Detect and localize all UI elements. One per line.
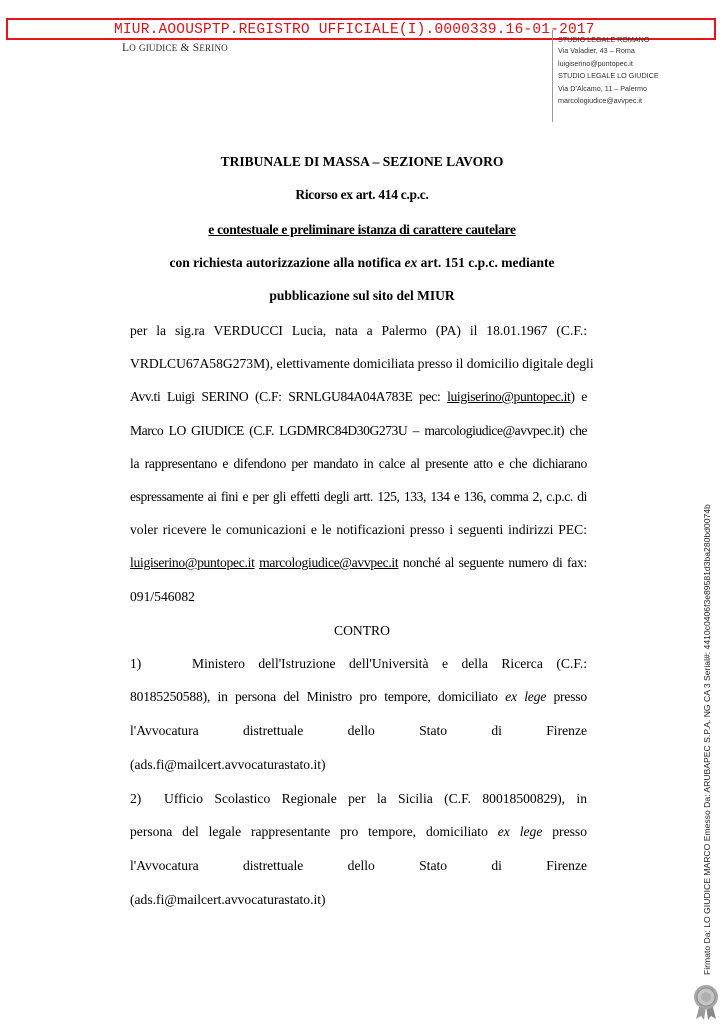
party-word: distrettuale — [242, 723, 304, 738]
party-word: di — [491, 858, 502, 873]
body-line — [130, 555, 587, 571]
digital-signature-text: Firmato Da: LO GIUDICE MARCO Emesso Da: ARUBAPEC S.P.A. NG CA 3 Serial#: 4410c0406f3e89581d3ba280bd0074b — [702, 504, 712, 975]
body-text: nonché al seguente numero di fax: — [398, 555, 587, 570]
body-text: ) e — [570, 389, 587, 404]
party-line — [130, 824, 587, 840]
letterhead-line: STUDIO LEGALE LO GIUDICE — [558, 71, 659, 80]
firm-rest-erino: ERINO — [199, 43, 228, 53]
party-text: persona del legale rappresentante pro tempore, domiciliato — [130, 824, 498, 839]
party-ex-lege: ex lege — [497, 824, 543, 839]
body-line: Marco LO GIUDICE (C.F. LGDMRC84D30G273U – marcologiudice@avvpec.it) che — [130, 423, 587, 438]
party-line — [130, 689, 587, 705]
party-email: (ads.fi@mailcert.avvocaturastato.it) — [130, 757, 326, 772]
firm-initial-l: L — [122, 42, 130, 54]
party-number: 2) — [130, 791, 142, 806]
body-line: VRDLCU67A58G273M), elettivamente domiciliata presso il domicilio digitale degli — [130, 356, 594, 371]
pec-link-serino[interactable]: luigiserino@puntopec.it — [130, 555, 255, 570]
ricorso-title: Ricorso ex art. 414 c.p.c. — [295, 187, 429, 202]
party-line — [130, 723, 587, 739]
party-text: presso — [542, 824, 587, 839]
body-line: per la sig.ra VERDUCCI Lucia, nata a Palermo (PA) il 18.01.1967 (C.F.: — [130, 323, 587, 338]
party-email: (ads.fi@mailcert.avvocaturastato.it) — [130, 892, 326, 907]
party-word: Firenze — [546, 858, 588, 873]
party-number: 1) — [130, 656, 142, 671]
court-title: TRIBUNALE DI MASSA – SEZIONE LAVORO — [220, 154, 504, 169]
body-line: espressamente ai fini e per gli effetti degli artt. 125, 133, 134 e 136, comma 2, c.p.c. di — [130, 489, 587, 504]
firm-name — [122, 42, 228, 54]
firm-word-giudice: GIUDICE — [139, 43, 178, 53]
party-word: di — [491, 723, 502, 738]
body-line: la rappresentano e difendono per mandato in calce al presente atto e che dichiarano — [130, 456, 587, 471]
party-line — [130, 858, 587, 874]
body-line — [130, 389, 587, 405]
letterhead-line: Via Valadier, 43 – Roma — [558, 46, 635, 55]
party-word: Stato — [419, 723, 448, 738]
seal-icon — [690, 984, 722, 1020]
party-word: Firenze — [546, 723, 588, 738]
richiesta-ex: ex — [404, 255, 418, 270]
protocol-stamp-text: MIUR.AOOUSPTP.REGISTRO UFFICIALE(I).0000339.16-01-2017 — [114, 22, 595, 38]
party-word: dello — [347, 858, 375, 873]
party-line: Ministero dell'Istruzione dell'Università e della Ricerca (C.F.: — [192, 656, 587, 671]
letterhead-line: STUDIO LEGALE ROMANO — [558, 35, 650, 44]
party-word: distrettuale — [242, 858, 304, 873]
richiesta-title — [0, 255, 724, 271]
party-word: dello — [347, 723, 375, 738]
letterhead-line: marcologiudice@avvpec.it — [558, 96, 643, 105]
richiesta-part: con richiesta autorizzazione alla notifica — [169, 255, 405, 270]
party-ex-lege: ex lege — [505, 689, 547, 704]
party-text: 80185250588), in persona del Ministro pro tempore, domiciliato — [130, 689, 506, 704]
letterhead-line: luigiserino@puntopec.it — [558, 59, 633, 68]
pec-link-serino[interactable]: luigiserino@puntopec.it — [447, 389, 571, 404]
party-word: l'Avvocatura — [130, 723, 199, 738]
body-line: voler ricevere le comunicazioni e le notificazioni presso i seguenti indirizzi PEC: — [130, 522, 587, 537]
istanza-title: e contestuale e preliminare istanza di carattere cautelare — [208, 222, 516, 237]
letterhead-line: Via D'Alcamo, 11 – Palermo — [558, 84, 647, 93]
firm-ampersand: & — [180, 42, 190, 54]
party-line: Ufficio Scolastico Regionale per la Sicilia (C.F. 80018500829), in — [164, 791, 587, 806]
pec-link-logiudice[interactable]: marcologiudice@avvpec.it — [259, 555, 399, 570]
party-word: l'Avvocatura — [130, 858, 199, 873]
contro-heading: CONTRO — [334, 623, 390, 638]
pubblicazione-title: pubblicazione sul sito del MIUR — [269, 288, 455, 303]
body-text: Avv.ti Luigi SERINO (C.F: SRNLGU84A04A783E pec: — [130, 389, 448, 404]
fax-number: 091/546082 — [130, 589, 195, 604]
firm-initial-s: S — [192, 42, 200, 54]
firm-rest-o: O — [129, 43, 136, 53]
party-word: Stato — [419, 858, 448, 873]
party-text: presso — [546, 689, 587, 704]
richiesta-part: art. 151 c.p.c. mediante — [417, 255, 555, 270]
